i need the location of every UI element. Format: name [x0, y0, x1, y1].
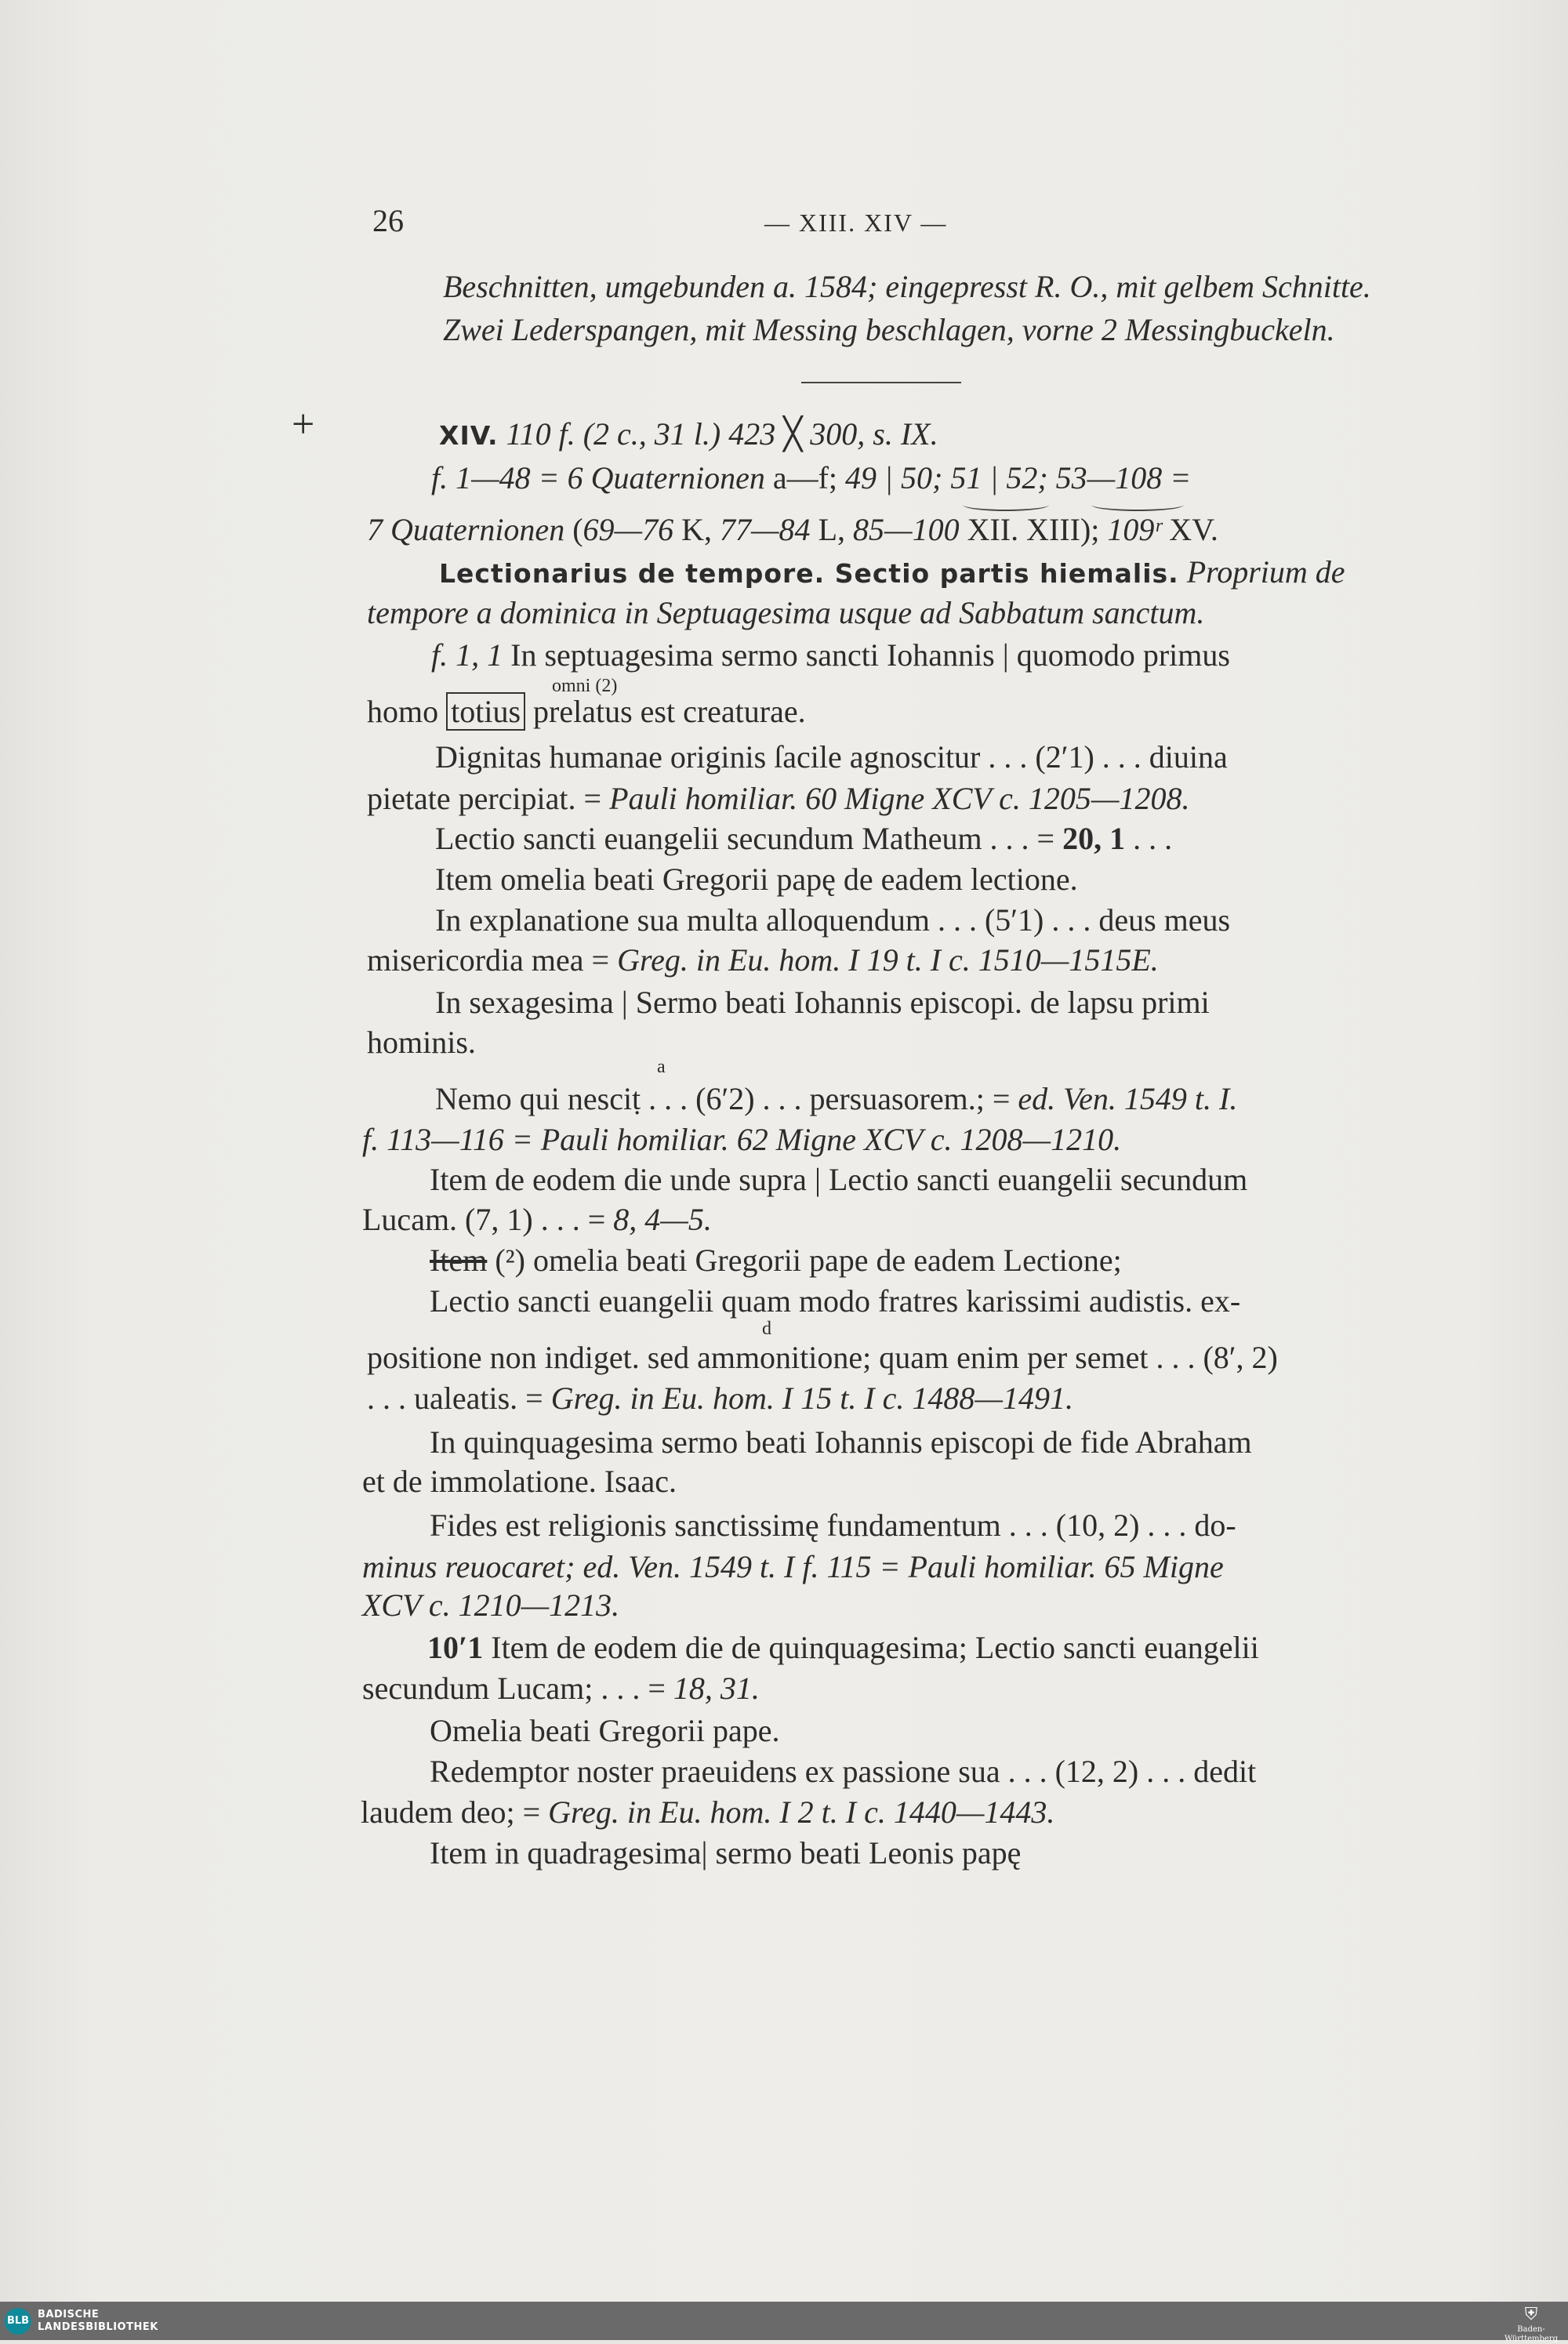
page-number: 26: [372, 203, 404, 238]
struck-word-item: Item: [430, 1243, 488, 1278]
text-line-10-1: 10′1 Item de eodem die de quinquagesima; Lectio sancti euangelii: [427, 1630, 1259, 1665]
superscript-correction-omni: omni (2): [552, 676, 618, 696]
content-title: Lectionarius de tempore. Sectio partis hiemalis.: [439, 558, 1179, 589]
binding-note-line-1: Beschnitten, umgebunden a. 1584; eingepresst R. O., mit gelbem Schnitte.: [443, 269, 1371, 304]
folio-bracket-1: [963, 499, 1049, 511]
text-line-item-omelia: Item omelia beati Gregorii papę de eadem lectione.: [435, 862, 1078, 897]
text-line-misericordia: misericordia mea = Greg. in Eu. hom. I 19 t. I c. 1510—1515E.: [367, 942, 1159, 978]
section-divider: [801, 382, 961, 383]
text-line-sexagesima: In sexagesima | Sermo beati Iohannis episcopi. de lapsu primi: [435, 985, 1210, 1020]
folio-bracket-2: [1091, 499, 1184, 511]
text-line-xcv: XCV c. 1210—1213.: [362, 1587, 620, 1623]
collation-line-2: 7 Quaternionen (69—76 K, 77—84 L, 85—100 XII. XIII); 109ʳ XV.: [367, 512, 1218, 547]
text-line-quinquagesima: In quinquagesima sermo beati Iohannis episcopi de fide Abraham: [430, 1424, 1252, 1460]
library-name: BADISCHE LANDESBIBLIOTHEK: [38, 2309, 158, 2333]
collation-line-1: [431, 459, 1191, 497]
boxed-word-totius: totius: [446, 692, 525, 731]
library-footer-bar: [0, 2302, 1568, 2343]
manuscript-heading: [439, 415, 938, 455]
collation-folios: 49 | 50; 51 | 52; 53—108 =: [845, 460, 1192, 495]
margin-cross-mark: +: [292, 402, 315, 447]
collation-quires: f. 1—48 = 6 Quaternionen: [431, 460, 765, 495]
text-line-f1: f. 1, 1 In septuagesima sermo sancti Iohannis | quomodo primus: [431, 637, 1230, 673]
superscript-correction-a: a: [657, 1057, 666, 1077]
text-line-omelia-pape: Omelia beati Gregorii pape.: [430, 1713, 780, 1748]
state-name: Baden-Württemberg: [1504, 2325, 1559, 2343]
binding-note-line-2: Zwei Lederspangen, mit Messing beschlagen, vorne 2 Messingbuckeln.: [443, 312, 1335, 347]
text-line-pietate: pietate percipiat. = Pauli homiliar. 60 Migne XCV c. 1205—1208.: [367, 781, 1190, 816]
running-title: — XIII. XIV —: [764, 209, 948, 237]
text-line-positione: positione non indiget. sed ammonitione; quam enim per semet . . . (8′, 2): [367, 1340, 1278, 1375]
text-line-item-struck: Item (²) omelia beati Gregorii pape de eadem Lectione;: [430, 1243, 1122, 1278]
text-line-quadragesima: Item in quadragesima| sermo beati Leonis papę: [430, 1835, 1022, 1870]
text-line-secundum-lucam: secundum Lucam; . . . = 18, 31.: [362, 1671, 760, 1706]
text-line-redemptor: Redemptor noster praeuidens ex passione sua . . . (12, 2) . . . dedit: [430, 1754, 1257, 1789]
collation-signatures: a—f;: [764, 460, 846, 495]
text-line-lectio-matheum: Lectio sancti euangelii secundum Matheum . . . = 20, 1 . . .: [435, 821, 1173, 856]
text-line-explanatione: In explanatione sua multa alloquendum . . . (5′1) . . . deus meus: [435, 902, 1231, 938]
content-title-line-2: tempore a dominica in Septuagesima usque ad Sabbatum sanctum.: [367, 595, 1205, 630]
text-line-immolatione: et de immolatione. Isaac.: [362, 1464, 677, 1499]
text-line-ualeatis: . . . ualeatis. = Greg. in Eu. hom. I 15 t. I c. 1488—1491.: [367, 1381, 1073, 1416]
text-line-homo: homo totius prelatus est creaturae.: [367, 694, 806, 729]
blb-logo-icon[interactable]: BLB: [5, 2308, 31, 2335]
text-line-item-eodem: Item de eodem die unde supra | Lectio sancti euangelii secundum: [430, 1162, 1248, 1197]
text-line-dignitas: Dignitas humanae originis ſacile agnoscitur . . . (2′1) . . . diuina: [435, 739, 1228, 775]
superscript-correction-d: d: [762, 1319, 771, 1339]
text-line-f113: f. 113—116 = Pauli homiliar. 62 Migne XCV c. 1208—1210.: [362, 1122, 1122, 1157]
state-logo: [1504, 2305, 1559, 2344]
manuscript-number: XIV.: [439, 420, 499, 451]
text-line-lucam: Lucam. (7, 1) . . . = 8, 4—5.: [362, 1202, 712, 1237]
text-line-laudem: laudem deo; = Greg. in Eu. hom. I 2 t. I c. 1440—1443.: [361, 1794, 1055, 1830]
content-title-line-1: Lectionarius de tempore. Sectio partis hiemalis. Proprium de: [439, 554, 1345, 590]
coat-of-arms-icon: ⛨: [1524, 2305, 1538, 2324]
text-line-hominis: hominis.: [367, 1025, 476, 1060]
manuscript-description: 110 f. (2 c., 31 l.) 423 ╳ 300, s. IX.: [498, 416, 938, 452]
text-line-lectio-quam: Lectio sancti euangelii quam modo fratres karissimi audistis. ex-: [430, 1283, 1241, 1319]
text-line-reuocaret: minus reuocaret; ed. Ven. 1549 t. I f. 115 = Pauli homiliar. 65 Migne: [362, 1549, 1224, 1584]
text-line-nemo: Nemo qui nesciṭ . . . (6′2) . . . persuasorem.; = ed. Ven. 1549 t. I.: [435, 1081, 1238, 1116]
text-line-fides: Fides est religionis sanctissimę fundamentum . . . (10, 2) . . . do-: [430, 1508, 1236, 1543]
